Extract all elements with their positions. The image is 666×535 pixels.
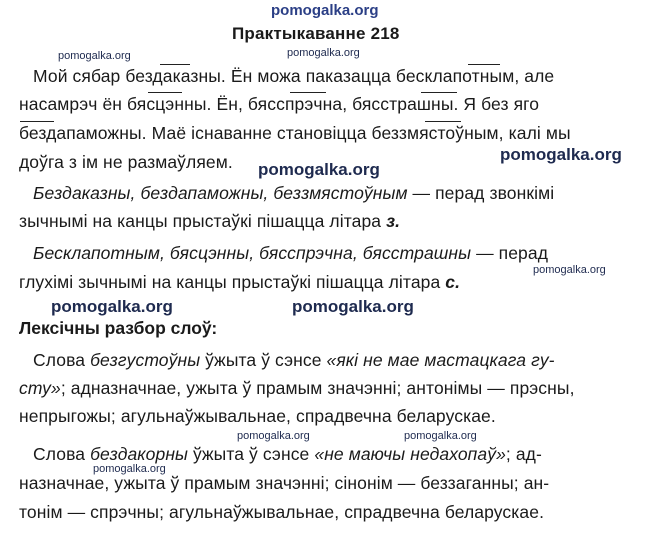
italic-word: бездакорны (90, 444, 189, 464)
text-line: Мой сябар бездаказны. Ён можа паказацца бесклапотным, але (33, 66, 555, 86)
text-line: сту»; адназначнае, ужыта ў прамым значэнні; антонімы — прэсны, (19, 378, 575, 398)
text-line: глухімі зычнымі на канцы прыстаўкі пішацца літара с. (19, 272, 461, 292)
watermark: pomogalka.org (237, 430, 310, 442)
exercise-title: Практыкаванне 218 (232, 24, 400, 43)
prefix-mark (468, 64, 500, 65)
watermark: pomogalka.org (500, 145, 622, 164)
watermark-top: pomogalka.org (271, 2, 379, 19)
text-line: бездапаможны. Маё існаванне становіцца беззмястоўным, калі мы (19, 123, 571, 143)
watermark: pomogalka.org (258, 160, 380, 179)
watermark: pomogalka.org (93, 463, 166, 475)
highlighted-letter: с. (445, 272, 461, 292)
prefix-mark (160, 64, 190, 65)
prefix-mark (425, 121, 461, 122)
watermark: pomogalka.org (51, 297, 173, 316)
section-heading: Лексічны разбор слоў: (19, 318, 218, 338)
watermark: pomogalka.org (533, 264, 606, 276)
prefix-mark (290, 92, 326, 93)
watermark: pomogalka.org (404, 430, 477, 442)
text-line: тонім — спрэчны; агульнаўжывальнае, спрадвечна беларускае. (19, 502, 545, 522)
text-line: доўга з ім не размаўляем. (19, 152, 233, 172)
prefix-mark (421, 92, 457, 93)
text-line: Слова бездакорны ўжыта ў сэнсе «не маючы недахопаў»; ад- (33, 444, 542, 464)
prefix-mark (20, 121, 54, 122)
text-line: Бездаказны, бездапаможны, беззмястоўным — перад звонкімі (33, 183, 555, 203)
text-line: непрыгожы; агульнаўжывальнае, спрадвечна беларускае. (19, 406, 496, 426)
italic-word: безгустоўны (90, 350, 201, 370)
watermark: pomogalka.org (287, 47, 360, 59)
prefix-mark (148, 92, 182, 93)
highlighted-letter: з. (386, 211, 401, 231)
text-line: насамрэч ён бясцэнны. Ён, бясспрэчна, бясстрашны. Я без яго (19, 94, 540, 114)
text-line: Бесклапотным, бясцэнны, бясспрэчна, бясстрашны — перад (33, 243, 549, 263)
watermark: pomogalka.org (58, 50, 131, 62)
text-line: Слова безгустоўны ўжыта ў сэнсе «які не мае мастацкага гу- (33, 350, 555, 370)
italic-words: Бездаказны, бездапаможны, беззмястоўным (33, 183, 408, 203)
text-line: зычнымі на канцы прыстаўкі пішацца літара з. (19, 211, 401, 231)
italic-words: Бесклапотным, бясцэнны, бясспрэчна, бясстрашны (33, 243, 472, 263)
text-line: назначнае, ужыта ў прамым значэнні; сінонім — беззаганны; ан- (19, 473, 550, 493)
watermark: pomogalka.org (292, 297, 414, 316)
